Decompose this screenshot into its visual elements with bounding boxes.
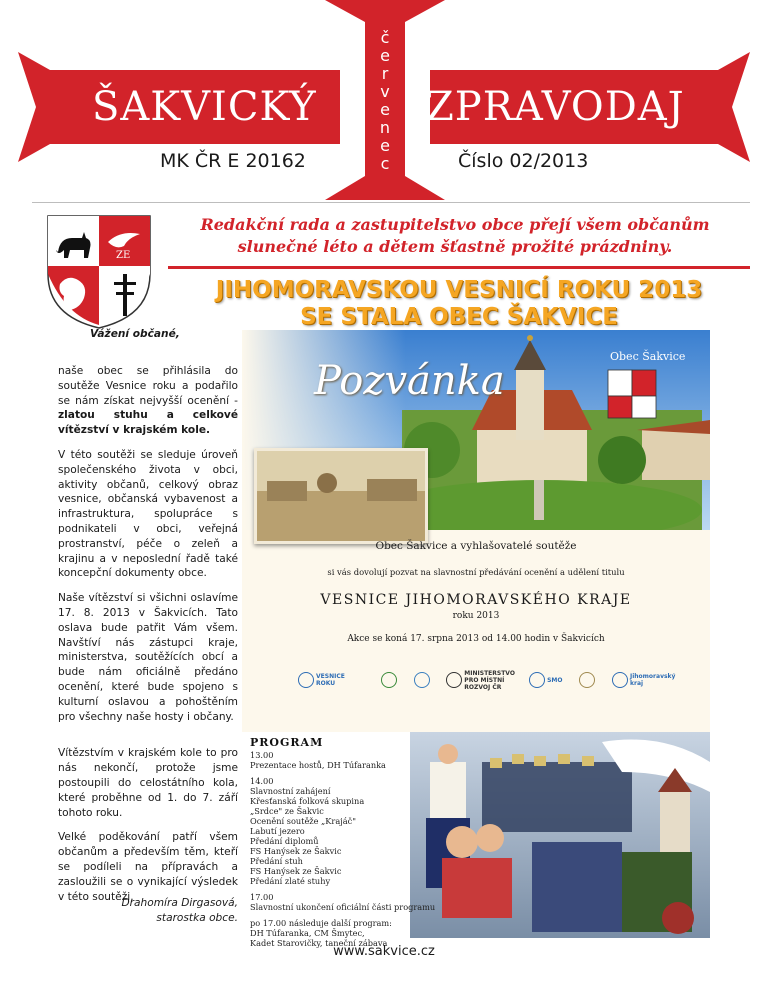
month-letter: n — [379, 118, 391, 137]
main-headline — [168, 277, 750, 331]
article-paragraph-3: Naše vítězství si všichni oslavíme 17. 8. 2013 v Šakvicích. Tato oslava bude patřit Vám všem. Navštíví nás zástupci kraje, ministerstva, soutěžících obcí a bude nám oficiálně předáno ocenění, které bude spojeno s kulturní oslavou a pohoštěním pro všechny naše hosty i občany. — [58, 592, 238, 723]
sponsor-name: Jihomoravský kraj — [630, 673, 676, 687]
greeting-line-1: Redakční rada a zastupitelstvo obce přejí všem občanům — [200, 215, 710, 234]
sponsor-name: MINISTERSTVO PRO MÍSTNÍ ROZVOJ ČR — [464, 669, 515, 691]
sponsor-emblem-icon — [446, 672, 462, 688]
article-signature — [58, 896, 238, 926]
sponsor-logo — [612, 672, 678, 688]
program-item: Prezentace hostů, DH Túfaranka — [250, 760, 386, 770]
coat-of-arms-icon — [44, 212, 154, 330]
paragraph-1-text: naše obec se přihlásila do soutěže Vesnice roku a podařilo se nám získat nejvyšší ocenění - — [58, 365, 238, 407]
sponsor-logo — [579, 672, 595, 688]
sponsor-name: SMO — [547, 676, 563, 684]
sponsor-logo — [381, 672, 397, 688]
sponsor-emblem-icon — [529, 672, 545, 688]
month-letter: v — [380, 82, 390, 101]
program-list — [250, 750, 436, 948]
signature-role: starostka obce. — [156, 912, 238, 924]
sponsor-emblem-icon — [612, 672, 628, 688]
article-paragraph-1 — [58, 364, 238, 438]
article-paragraph-2: V této soutěži se sleduje úroveň společenského života v obci, aktivity občanů, celkový obraz vesnice, občanská vybavenost a infrastruktura, spolupráce s podnikateli v obci, veřejná prostranství, péče o zeleň a krajinu a v neposlední řadě také koncepční dokumenty obce. — [58, 448, 238, 580]
month-letter: e — [380, 100, 390, 119]
masthead-title-right: ZPRAVODAJ — [426, 84, 685, 130]
program-item: „Srdce" ze Šakvic — [250, 806, 324, 816]
headline-line-2: SE STALA OBEC ŠAKVICE — [300, 304, 618, 330]
program-item: 13.00 — [250, 750, 274, 760]
program-item: Slavnostní zahájení — [250, 786, 331, 796]
invitation-from: Obec Šakvice a vyhlašovatelé soutěže — [375, 540, 577, 552]
article-body — [58, 364, 238, 914]
program-item: Kadet Starovičky, taneční zábava — [250, 938, 388, 948]
sponsor-emblem-icon — [298, 672, 314, 688]
program-item: Ocenění soutěže „Krajáč" — [250, 816, 356, 826]
program-item: 14.00 — [250, 776, 274, 786]
village-label: Obec Šakvice — [610, 350, 686, 363]
sponsor-logo — [446, 669, 515, 691]
red-divider — [168, 266, 750, 269]
paragraph-1-bold: zlatou stuhu a celkové vítězství v krajském kole. — [58, 409, 238, 437]
sponsor-emblem-icon — [381, 672, 397, 688]
article-salutation: Vážení občané, — [90, 328, 180, 340]
program-item: Předání diplomů — [250, 836, 319, 846]
article-paragraph-4: Vítězstvím v krajském kole to pro nás nekončí, protože jsme postoupili do celostátního kola, které proběhne od 1. do 7. září tohoto roku. — [58, 747, 238, 819]
sponsor-name: VESNICE ROKU — [316, 673, 345, 687]
invitation-script-title: Pozvánka — [314, 358, 505, 404]
footer-website: www.sakvice.cz — [333, 944, 435, 959]
program-item: Slavnostní ukončení oficiální části programu — [250, 902, 436, 912]
program-item: Labutí jezero — [250, 826, 305, 836]
historic-photo — [254, 448, 428, 544]
sponsor-emblem-icon — [579, 672, 595, 688]
month-letter: č — [380, 28, 390, 47]
program-item: DH Túfaranka, CM Šmytec, — [250, 928, 365, 938]
signature-name: Drahomíra Dirgasová, — [121, 897, 238, 909]
month-letter: r — [381, 64, 389, 83]
sponsor-logo — [414, 672, 430, 688]
divider — [32, 202, 750, 203]
headline-line-1: JIHOMORAVSKOU VESNICÍ ROKU 2013 — [215, 277, 703, 303]
registration-number: MK ČR E 20162 — [160, 150, 306, 172]
invitation-date: Akce se koná 17. srpna 2013 od 14.00 hodin v Šakvicích — [347, 634, 605, 644]
sponsor-logos — [298, 660, 678, 700]
program-item: po 17.00 následuje další program: — [250, 918, 392, 928]
program-item: Předání zlaté stuhy — [250, 876, 331, 886]
program-item: 17.00 — [250, 892, 274, 902]
sponsor-emblem-icon — [414, 672, 430, 688]
masthead-title-left: ŠAKVICKÝ — [92, 84, 317, 130]
program-item: FS Hanýsek ze Šakvic — [250, 846, 342, 856]
program-item: Předání stuh — [250, 856, 303, 866]
program-item: Křesťanská folková skupina — [250, 796, 365, 806]
invitation-title: VESNICE JIHOMORAVSKÉHO KRAJE — [320, 592, 632, 608]
article-paragraph-5: Velké poděkování patří všem občanům a především těm, kteří se podíleli na přípravách a zasloužili se o vynikající výsledek v této soutěži. — [58, 831, 238, 903]
sponsor-logo — [298, 672, 364, 688]
program-panel — [242, 732, 710, 948]
coat-monogram: ZE — [116, 250, 131, 261]
issue-number: Číslo 02/2013 — [458, 150, 589, 172]
sponsor-logo — [529, 672, 562, 688]
program-heading: PROGRAM — [250, 736, 324, 749]
greeting-message — [160, 214, 750, 258]
program-item: FS Hanýsek ze Šakvic — [250, 866, 342, 876]
month-letter: e — [380, 136, 390, 155]
invitation-line: si vás dovolují pozvat na slavnostní předávání ocenění a udělení titulu — [327, 567, 625, 577]
masthead — [0, 0, 768, 200]
invitation-panel — [242, 330, 710, 732]
greeting-line-2: slunečné léto a dětem šťastně prožité prázdniny. — [237, 237, 673, 256]
month-vertical — [375, 30, 395, 174]
invitation-year: roku 2013 — [452, 611, 500, 621]
month-letter: c — [380, 154, 390, 173]
month-letter: e — [380, 46, 390, 65]
